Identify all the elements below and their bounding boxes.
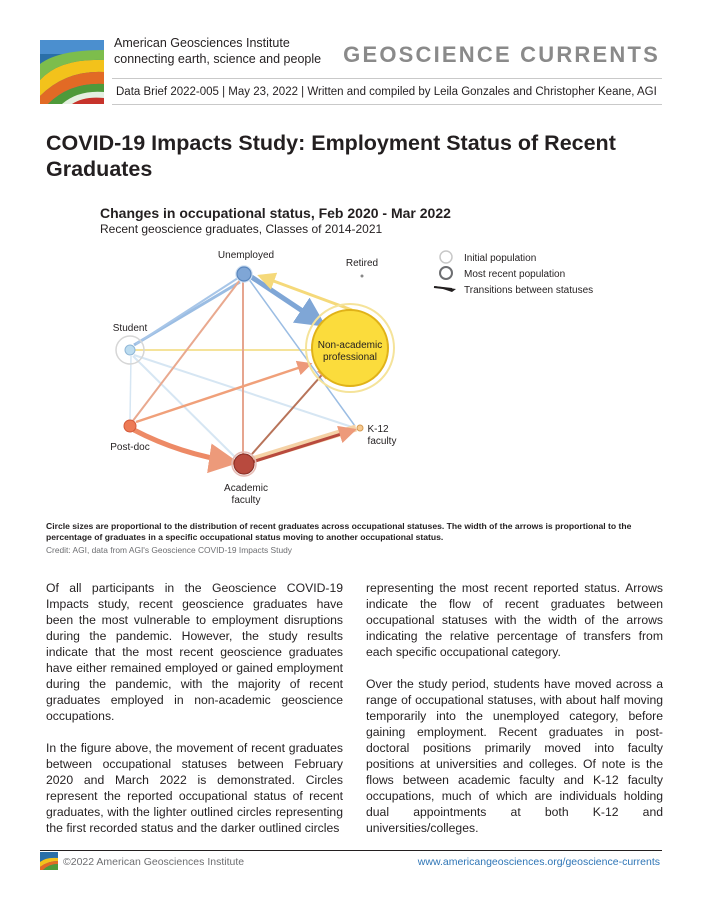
document-title: COVID-19 Impacts Study: Employment Status of Recent Graduates bbox=[46, 131, 616, 181]
arrow-unemployed-to-student bbox=[136, 278, 238, 344]
body-paragraph: Of all participants in the Geoscience COVID-19 Impacts study, recent geoscience graduates have been the most vulnerable to employment disruptions during the pandemic. However, the study results indicate that the most recent geoscience graduates have either remained employed or gained employment during the pandemic, with the majority of recent graduates employed in non-academic geoscience occupations. bbox=[46, 581, 343, 723]
label-academic-2: faculty bbox=[231, 495, 261, 506]
label-nonacademic-1: Non-academic bbox=[317, 340, 383, 351]
legend-recent-swatch bbox=[440, 267, 452, 279]
label-academic-1: Academic bbox=[224, 483, 268, 494]
footer-logo bbox=[40, 852, 58, 870]
legend-transitions-label: Transitions between statuses bbox=[464, 285, 594, 296]
node-unemployed bbox=[236, 266, 252, 282]
body-paragraph: In the figure above, the movement of recent graduates between occupational statuses between February 2020 and March 2022 is demonstrated. Circles represent the reported occupational status of recent graduates, with the lighter outlined circles representing the first recorded status and the darker outlined circles bbox=[46, 741, 343, 835]
body-column-right bbox=[366, 580, 663, 852]
body-column-left bbox=[46, 580, 343, 852]
figure-caption: Circle sizes are proportional to the distribution of recent graduates across occupational statuses. The width of the arrows is proportional to the percentage of graduates in a specific occupational status moving to another occupational status. bbox=[46, 521, 632, 542]
academic-recent-circle bbox=[234, 454, 254, 474]
figure-credit: Credit: AGI, data from AGI's Geoscience COVID-19 Impacts Study bbox=[46, 545, 292, 555]
agi-logo[interactable] bbox=[40, 40, 104, 104]
org-name: American Geosciences Institute bbox=[114, 36, 290, 50]
student-recent-circle bbox=[125, 345, 135, 355]
org-tagline: connecting earth, science and people bbox=[114, 52, 322, 66]
k12-circle bbox=[357, 425, 363, 431]
legend-initial-swatch bbox=[440, 251, 452, 263]
footer-copyright: ©2022 American Geosciences Institute bbox=[63, 856, 245, 868]
legend bbox=[434, 251, 593, 296]
label-student: Student bbox=[112, 323, 148, 334]
node-academic bbox=[232, 452, 256, 476]
footer-divider bbox=[40, 850, 662, 851]
legend-arrow-line bbox=[434, 287, 452, 289]
retired-circle bbox=[361, 275, 364, 278]
label-postdoc: Post-doc bbox=[110, 442, 150, 453]
figure-title: Changes in occupational status, Feb 2020 - Mar 2022 bbox=[100, 205, 451, 221]
arrow-postdoc-to-nonacademic bbox=[136, 364, 310, 422]
arrow-student-to-postdoc bbox=[130, 356, 131, 420]
unemployed-recent-circle bbox=[237, 267, 251, 281]
header-divider bbox=[112, 78, 662, 79]
brief-line: Data Brief 2022-005 | May 23, 2022 | Written and compiled by Leila Gonzales and Christopher Keane, AGI bbox=[116, 86, 657, 98]
node-retired bbox=[361, 275, 364, 278]
footer-url-link[interactable]: www.americangeosciences.org/geoscience-currents bbox=[417, 856, 660, 868]
label-k12-2: faculty bbox=[367, 436, 397, 447]
legend-recent-label: Most recent population bbox=[464, 269, 566, 280]
label-nonacademic-2: professional bbox=[323, 352, 377, 363]
arrow-unemployed-to-nonacademic bbox=[250, 276, 322, 324]
brief-divider bbox=[112, 104, 662, 105]
arrow-academic-to-k12-top bbox=[252, 430, 354, 462]
series-title: GEOSCIENCE CURRENTS bbox=[343, 42, 660, 67]
figure-subtitle: Recent geoscience graduates, Classes of 2014-2021 bbox=[100, 222, 383, 236]
legend-initial-label: Initial population bbox=[464, 253, 537, 264]
node-postdoc bbox=[124, 420, 136, 432]
postdoc-circle bbox=[124, 420, 136, 432]
body-paragraph: Over the study period, students have moved across a range of occupational statuses, with about half moving temporarily into the unemployed category, before gaining employment. Recent graduates in post-doctoral positions primarily moved into faculty positions at universities and colleges. Of note is the flows between academic faculty and K-12 faculty occupations, much of which are individuals holding dual appointments at both K-12 and universities/colleges. bbox=[366, 677, 663, 835]
label-unemployed: Unemployed bbox=[217, 250, 275, 261]
transition-diagram bbox=[100, 240, 620, 510]
label-retired: Retired bbox=[345, 258, 379, 269]
body-paragraph: representing the most recent reported status. Arrows indicate the flow of recent graduates between occupational statuses with the width of the arrows indicating the relative percentage of transfers from each specific occupational category. bbox=[366, 581, 663, 659]
label-k12-1: K-12 bbox=[367, 424, 389, 435]
node-k12 bbox=[357, 425, 363, 431]
